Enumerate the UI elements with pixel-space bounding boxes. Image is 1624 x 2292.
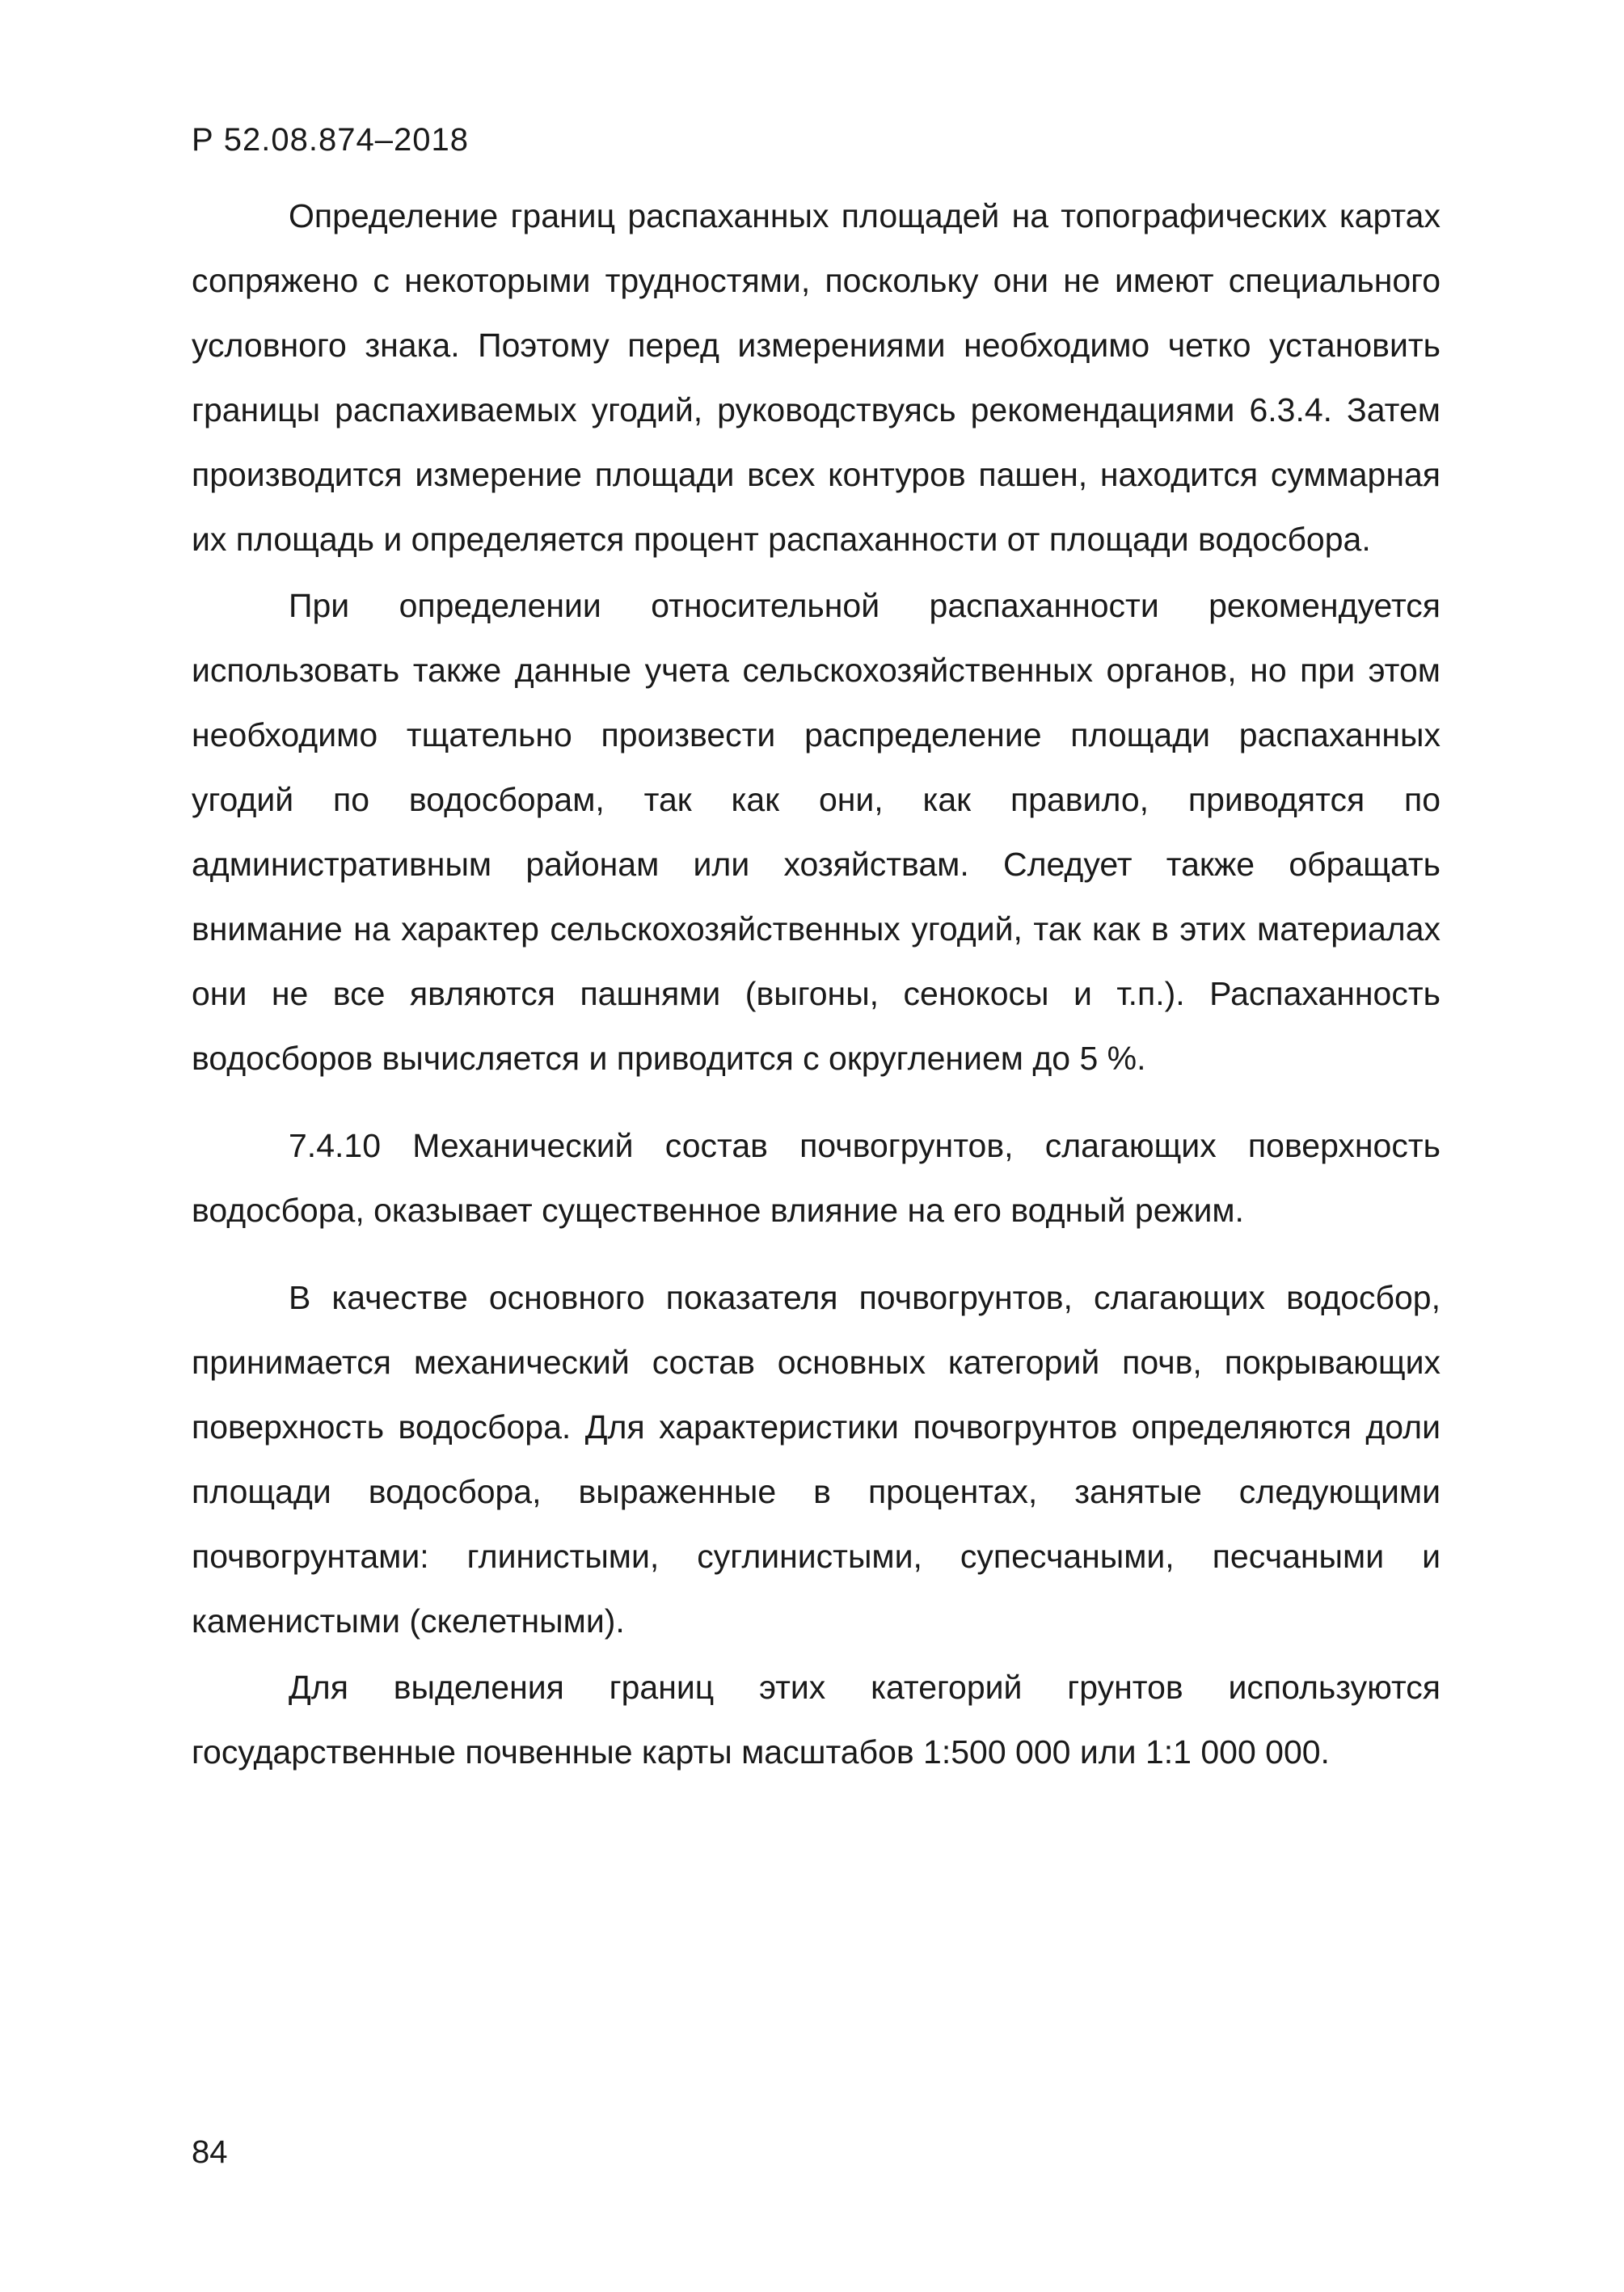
- paragraph-soil-indicator: В качестве основного показателя почвогрунтов, слагающих водосбор, принимается механический состав основных категорий почв, покрывающих поверхность водосбора. Для характеристики почвогрунтов определяются доли площади водосбора, выраженные в процентах, занятые следующими почвогрунтами: глинистыми, суглинистыми, супесчаными, песчаными и каменистыми (скелетными).: [192, 1279, 1441, 1640]
- paragraph-section-7-4-10: 7.4.10 Механический состав почвогрунтов, слагающих поверхность водосбора, оказывает существенное влияние на его водный режим.: [192, 1127, 1441, 1229]
- paragraph-relative-plowing: При определении относительной распаханности рекомендуется использовать также данные учета сельскохозяйственных органов, но при этом необходимо тщательно произвести распределение площади распаханных угодий по водосборам, так как они, как правило, приводятся по административным районам или хозяйствам. Следует также обращать внимание на характер сельскохозяйственных угодий, так как в этих материалах они не все являются пашнями (выгоны, сенокосы и т.п.). Распаханность водосборов вычисляется и приводится с округлением до 5 %.: [192, 587, 1441, 1077]
- page-number: 84: [192, 2134, 228, 2170]
- document-body: [192, 184, 1441, 1784]
- document-code-header: Р 52.08.874–2018: [192, 122, 469, 158]
- paragraph-soil-maps: Для выделения границ этих категорий грунтов используются государственные почвенные карты масштабов 1:500 000 или 1:1 000 000.: [192, 1669, 1441, 1771]
- paragraph-plowed-area-boundaries: Определение границ распаханных площадей на топографических картах сопряжено с некоторыми трудностями, поскольку они не имеют специального условного знака. Поэтому перед измерениями необходимо четко установить границы распахиваемых угодий, руководствуясь рекомендациями 6.3.4. Затем производится измерение площади всех контуров пашен, находится суммарная их площадь и определяется процент распаханности от площади водосбора.: [192, 197, 1441, 558]
